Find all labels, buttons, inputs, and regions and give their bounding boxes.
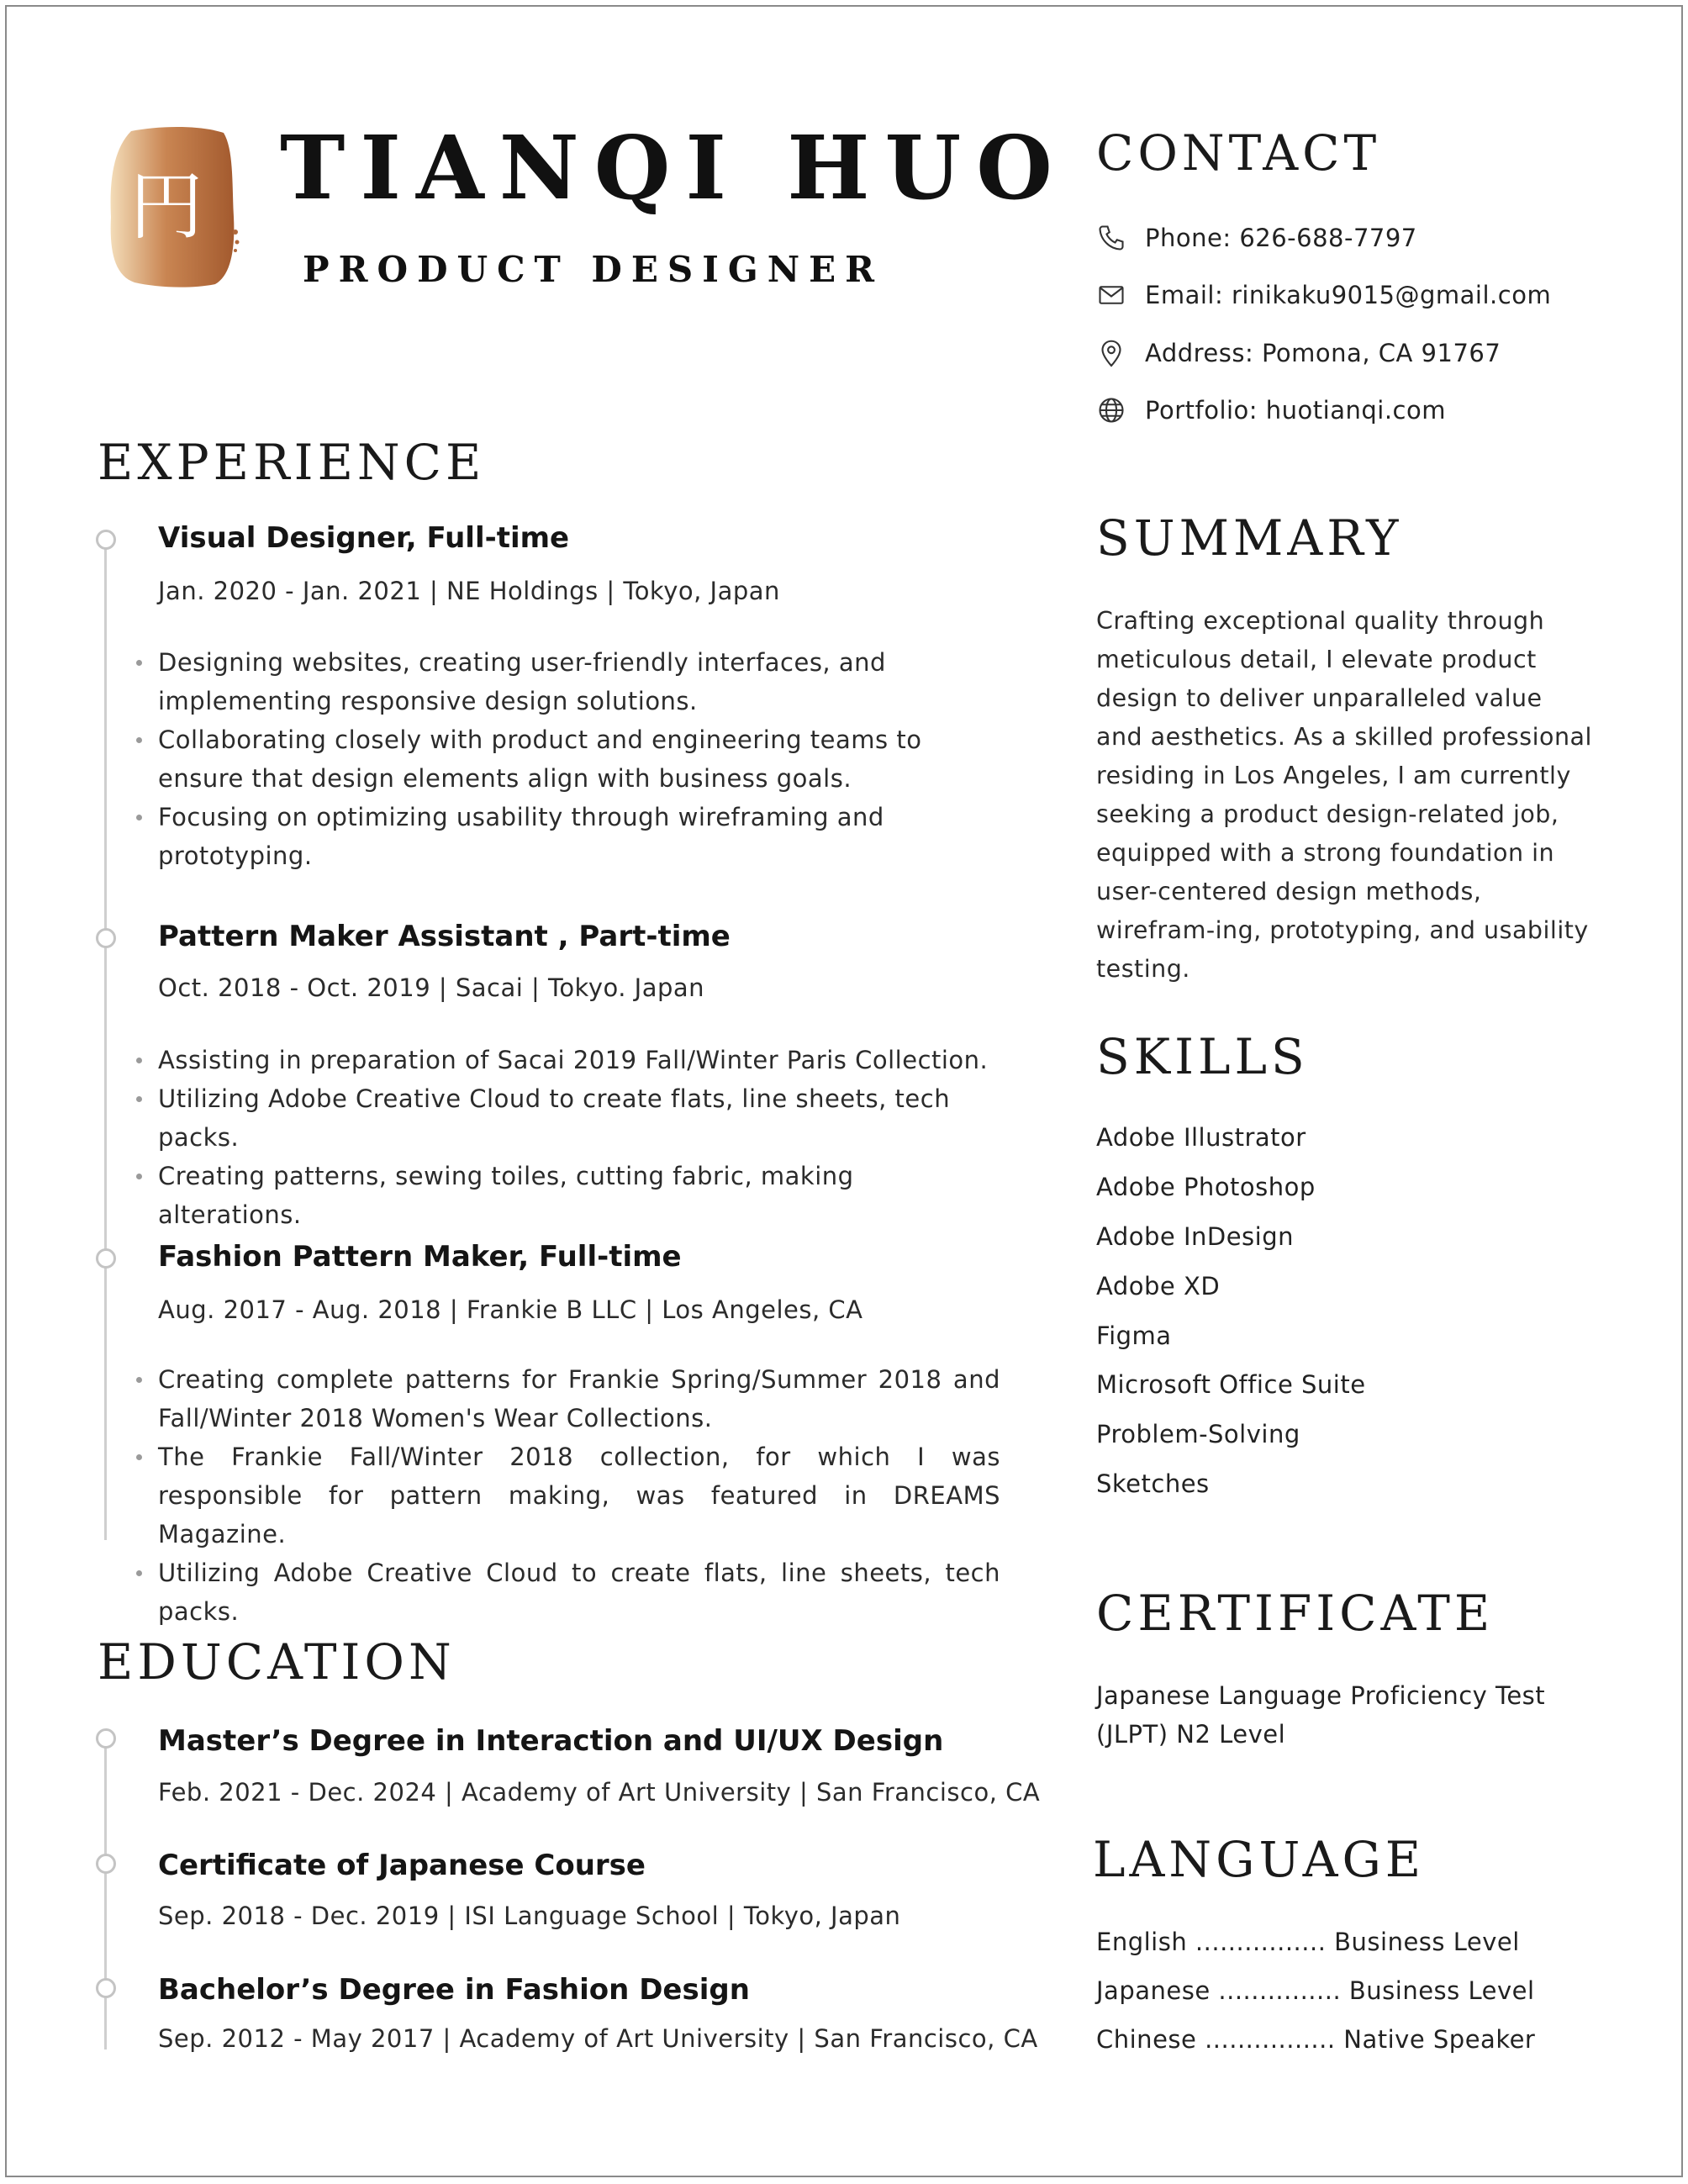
timeline-dot xyxy=(96,530,116,550)
contact-text: Portfolio: huotianqi.com xyxy=(1145,396,1446,425)
contact-phone xyxy=(1096,219,1417,256)
summary-text: Crafting exceptional quality through meticulous detail, I elevate product design to deliver unparalleled value and aesthetics. As a skilled professional residing in Los Angeles, I am currently seeking a product design-related job, equipped with a strong foundation in user-centered design methods, wirefram-ing, prototyping, and usability testing. xyxy=(1096,607,1592,983)
contact-address xyxy=(1096,335,1501,372)
language-heading: LANGUAGE xyxy=(1093,1831,1426,1888)
education-meta: Feb. 2021 - Dec. 2024 | Academy of Art University | San Francisco, CA xyxy=(158,1778,1041,1807)
candidate-role: PRODUCT DESIGNER xyxy=(303,249,884,290)
list-item: Utilizing Adobe Creative Cloud to create flats, line sheets, tech packs. xyxy=(158,1554,1000,1631)
experience-timeline xyxy=(104,545,107,1540)
job-bullets xyxy=(158,643,1000,875)
list-item: The Frankie Fall/Winter 2018 collection, for which I was responsible for pattern making, was featured in DREAMS Magazine. xyxy=(158,1438,1000,1554)
contact-text: Email: rinikaku9015@gmail.com xyxy=(1145,281,1552,309)
contact-text: Phone: 626-688-7797 xyxy=(1145,224,1417,252)
logo-glyph: 円 xyxy=(129,163,204,250)
skill-item: Microsoft Office Suite xyxy=(1096,1370,1366,1399)
language-item: Japanese ............... Business Level xyxy=(1096,1976,1535,2005)
education-title: Bachelor’s Degree in Fashion Design xyxy=(158,1973,750,2007)
education-timeline xyxy=(104,1747,107,2049)
list-item: Utilizing Adobe Creative Cloud to create flats, line sheets, tech packs. xyxy=(158,1079,1000,1157)
list-item: Collaborating closely with product and engineering teams to ensure that design elements align with business goals. xyxy=(158,720,1000,798)
skill-item: Adobe InDesign xyxy=(1096,1222,1295,1251)
timeline-dot xyxy=(96,1978,116,1998)
job-title: Visual Designer, Full-time xyxy=(158,521,570,555)
education-heading: EDUCATION xyxy=(98,1633,456,1691)
certificate-heading: CERTIFICATE xyxy=(1096,1585,1495,1642)
skills-heading: SKILLS xyxy=(1096,1028,1309,1085)
contact-text: Address: Pomona, CA 91767 xyxy=(1145,339,1501,367)
language-item: English ................ Business Level xyxy=(1096,1928,1520,1956)
mail-icon xyxy=(1096,280,1126,310)
contact-heading: CONTACT xyxy=(1096,124,1381,182)
timeline-dot xyxy=(96,1728,116,1749)
timeline-dot xyxy=(96,1248,116,1269)
list-item: Focusing on optimizing usability through wireframing and prototyping. xyxy=(158,798,1000,875)
education-meta: Sep. 2012 - May 2017 | Academy of Art University | San Francisco, CA xyxy=(158,2024,1038,2053)
list-item: Assisting in preparation of Sacai 2019 Fall/Winter Paris Collection. xyxy=(158,1041,1000,1079)
brush-seal-logo-icon xyxy=(106,124,240,289)
timeline-dot xyxy=(96,1854,116,1874)
job-bullets xyxy=(158,1041,1000,1234)
contact-email xyxy=(1096,277,1552,314)
summary-heading: SUMMARY xyxy=(1096,509,1403,567)
job-meta: Aug. 2017 - Aug. 2018 | Frankie B LLC | Los Angeles, CA xyxy=(158,1295,863,1324)
education-meta: Sep. 2018 - Dec. 2019 | ISI Language School | Tokyo, Japan xyxy=(158,1902,901,1930)
education-title: Certificate of Japanese Course xyxy=(158,1849,646,1882)
education-title: Master’s Degree in Interaction and UI/UX Design xyxy=(158,1724,944,1758)
experience-heading: EXPERIENCE xyxy=(98,434,486,491)
job-meta: Jan. 2020 - Jan. 2021 | NE Holdings | Tokyo, Japan xyxy=(158,577,780,605)
list-item: Creating complete patterns for Frankie Spring/Summer 2018 and Fall/Winter 2018 Women's Wear Collections. xyxy=(158,1360,1000,1438)
job-bullets xyxy=(158,1360,1000,1631)
job-title: Fashion Pattern Maker, Full-time xyxy=(158,1240,682,1274)
skill-item: Problem-Solving xyxy=(1096,1420,1300,1448)
list-item: Designing websites, creating user-friendly interfaces, and implementing responsive design solutions. xyxy=(158,643,1000,720)
certificate-text: Japanese Language Proficiency Test (JLPT) N2 Level xyxy=(1096,1681,1546,1749)
candidate-name: TIANQI HUO xyxy=(280,116,1068,219)
list-item: Creating patterns, sewing toiles, cutting fabric, making alterations. xyxy=(158,1157,1000,1234)
skill-item: Figma xyxy=(1096,1321,1172,1350)
job-title: Pattern Maker Assistant , Part-time xyxy=(158,920,731,953)
timeline-dot xyxy=(96,928,116,948)
resume-page xyxy=(5,5,1683,2177)
skill-item: Sketches xyxy=(1096,1469,1210,1498)
skill-item: Adobe XD xyxy=(1096,1272,1221,1300)
location-pin-icon xyxy=(1096,338,1126,368)
globe-icon xyxy=(1096,395,1126,425)
skill-item: Adobe Photoshop xyxy=(1096,1173,1316,1201)
skill-item: Adobe Illustrator xyxy=(1096,1123,1306,1152)
phone-icon xyxy=(1096,223,1126,253)
language-item: Chinese ................ Native Speaker xyxy=(1096,2025,1536,2054)
job-meta: Oct. 2018 - Oct. 2019 | Sacai | Tokyo. Japan xyxy=(158,973,705,1002)
contact-portfolio xyxy=(1096,392,1446,429)
